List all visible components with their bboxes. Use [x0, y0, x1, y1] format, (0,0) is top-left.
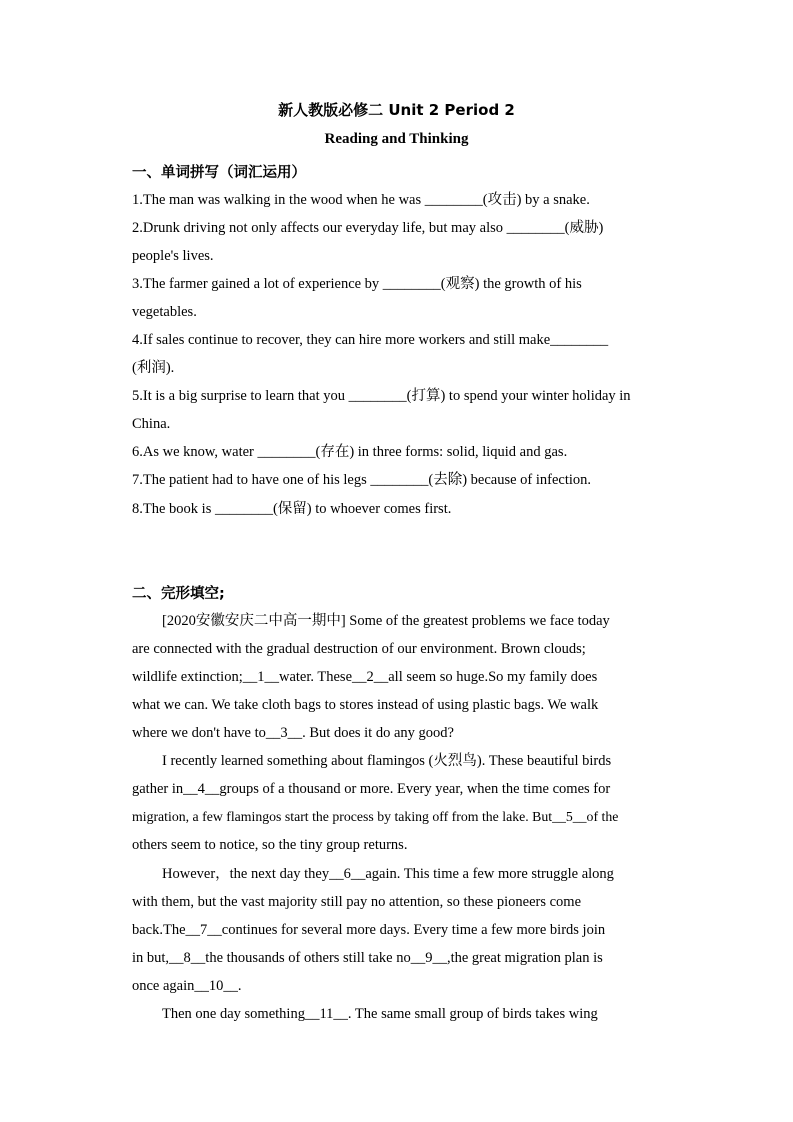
question-line: 7.The patient had to have one of his legs ________(去除) because of infection. — [132, 472, 592, 488]
passage-line: back.The__7__continues for several more days. Every time a few more birds join — [132, 922, 606, 938]
question-line: 2.Drunk driving not only affects our everyday life, but may also ________(威胁) — [132, 220, 604, 236]
question-5 — [132, 382, 662, 438]
passage-line: with them, but the vast majority still pay no attention, so these pioneers come — [132, 894, 582, 910]
question-line: 6.As we know, water ________(存在) in three forms: solid, liquid and gas. — [132, 444, 568, 460]
question-1 — [132, 186, 662, 214]
page-title: 新人教版必修二 Unit 2 Period 2 — [278, 101, 515, 119]
passage-line: in but,__8__the thousands of others still take no__9__,the great migration plan is — [132, 950, 603, 966]
passage-line: However，the next day they__6__again. This time a few more struggle along — [162, 866, 614, 882]
passage-line: are connected with the gradual destruction of our environment. Brown clouds; — [132, 641, 586, 657]
passage-line: what we can. We take cloth bags to stores instead of using plastic bags. We walk — [132, 697, 599, 713]
question-line: 8.The book is ________(保留) to whoever comes first. — [132, 501, 452, 517]
question-line: 3.The farmer gained a lot of experience by ________(观察) the growth of his — [132, 276, 582, 292]
passage-line: Then one day something__11__. The same small group of birds takes wing — [162, 1006, 598, 1022]
passage-line: migration, a few flamingos start the process by taking off from the lake. But__5__of the — [132, 809, 619, 824]
section1-heading: 一、单词拼写（词汇运用） — [132, 165, 306, 181]
question-line: 1.The man was walking in the wood when he was ________(攻击) by a snake. — [132, 192, 590, 208]
question-6 — [132, 438, 662, 466]
page-subtitle: Reading and Thinking — [324, 131, 469, 147]
question-line: people's lives. — [132, 248, 214, 264]
passage-line: where we don't have to__3__. But does it do any good? — [132, 725, 454, 741]
passage-line: [2020安徽安庆二中高一期中] Some of the greatest problems we face today — [162, 613, 610, 629]
question-4 — [132, 326, 662, 382]
question-line: (利润). — [132, 360, 175, 376]
question-line: vegetables. — [132, 304, 197, 320]
question-line: 5.It is a big surprise to learn that you ________(打算) to spend your winter holiday in — [132, 388, 631, 404]
section2-heading: 二、完形填空; — [132, 586, 225, 602]
passage-line: once again__10__. — [132, 978, 242, 994]
question-3 — [132, 270, 662, 326]
question-2 — [132, 214, 662, 270]
passage-line: gather in__4__groups of a thousand or more. Every year, when the time comes for — [132, 781, 611, 797]
question-7 — [132, 466, 662, 494]
question-8 — [132, 495, 662, 523]
passage-line: wildlife extinction;__1__water. These__2__all seem so huge.So my family does — [132, 669, 598, 685]
question-line: 4.If sales continue to recover, they can hire more workers and still make________ — [132, 332, 609, 348]
passage-line: others seem to notice, so the tiny group returns. — [132, 837, 408, 853]
passage-line: I recently learned something about flamingos (火烈鸟). These beautiful birds — [162, 753, 612, 769]
question-line: China. — [132, 416, 171, 432]
